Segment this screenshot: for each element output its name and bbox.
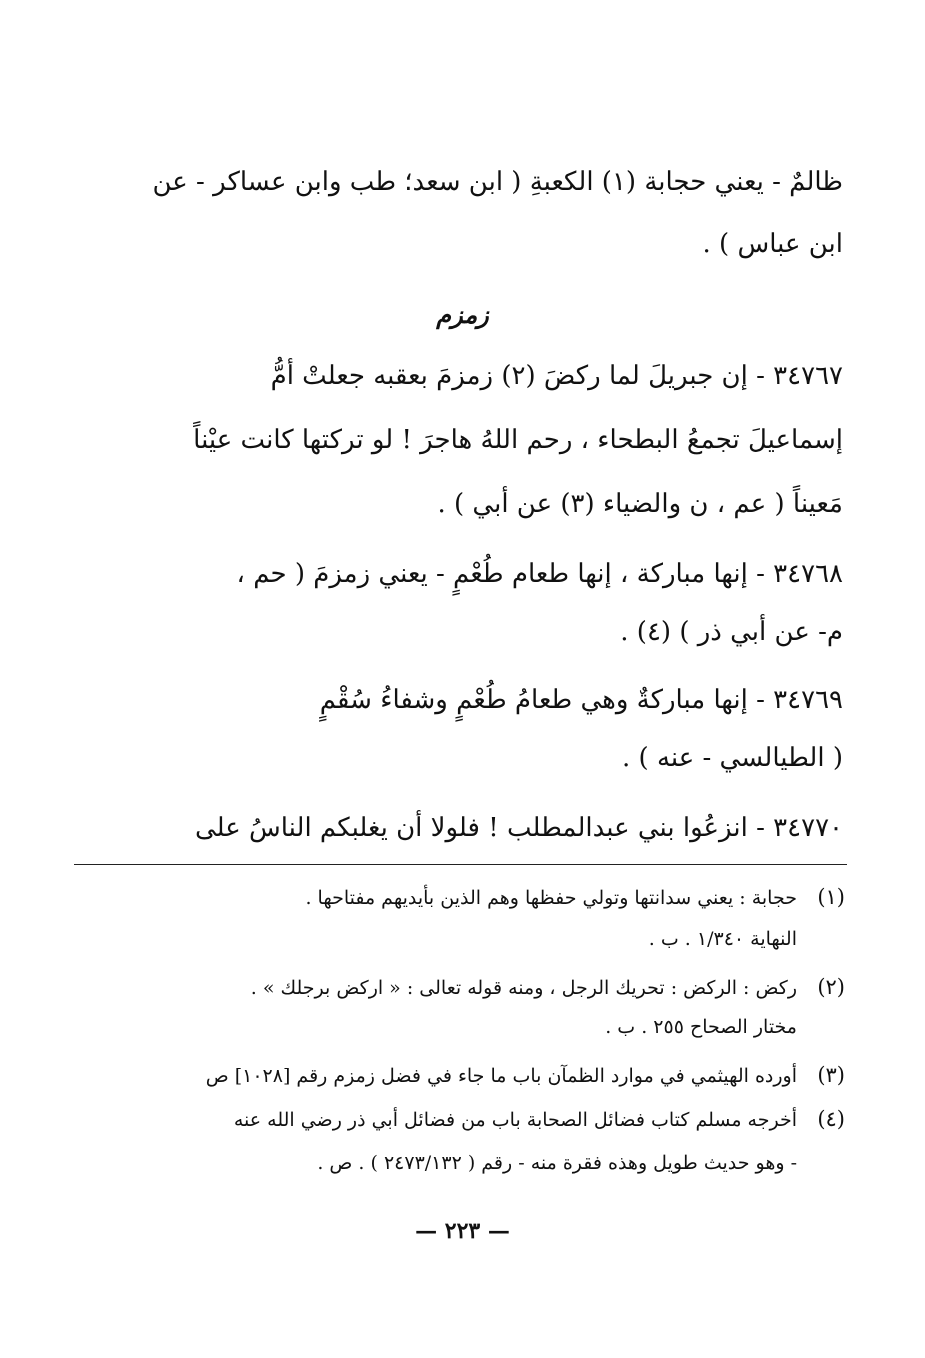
footnote-number: (١) [817,885,845,909]
footnote-2 [251,972,845,1003]
footnote-text: أخرجه مسلم كتاب فضائل الصحابة باب من فضائل أبي ذر رضي الله عنه [233,1109,797,1131]
hadith-34767-line: إسماعيلَ تجمعُ البطحاء ، رحم اللهُ هاجرَ ! لو تركتها كانت عيْناً [193,425,843,455]
hadith-34769-line: ( الطيالسي - عنه ) . [622,743,843,773]
text-line: ابن عباس ) . [702,229,843,259]
hadith-34768-line: م- عن أبي ذر ) (٤) . [620,617,843,647]
footnote-1-cont: النهاية ١/٣٤٠ . ب . [648,928,797,950]
section-title: زمزم [436,300,489,329]
hadith-34767-line: مَعيناً ( عم ، ن والضياء (٣) عن أبي ) . [437,489,843,519]
hadith-34768-line: ٣٤٧٦٨ - إنها مباركة ، إنها طعام طُعْمٍ - يعني زمزمَ ( حم ، [236,559,843,589]
footnote-3 [206,1060,845,1091]
footnote-2-cont: مختار الصحاح ٢٥٥ . ب . [605,1016,797,1038]
hadith-34770-line: ٣٤٧٧٠ - انزعُوا بني عبدالمطلب ! فلولا أن يغلبكم الناسُ على [194,813,843,843]
footnote-text: أورده الهيثمي في موارد الظمآن باب ما جاء في فضل زمزم رقم [١٠٢٨] ص [205,1065,797,1087]
footnote-number: (٢) [817,975,845,999]
footnote-4-cont: - وهو حديث طويل وهذه فقرة منه - رقم ( ٢٤٧٣/١٣٢ ) . ص . [317,1152,797,1174]
footnote-divider [74,864,847,865]
hadith-34769-line: ٣٤٧٦٩ - إنها مباركةٌ وهي طعامُ طُعْمٍ وشفاءُ سُقْمٍ [319,685,843,715]
page-number: — ٢٢٣ — [415,1218,510,1244]
footnote-text: ركض : الركض : تحريك الرجل ، ومنه قوله تعالى : « اركض برجلك » . [250,977,797,999]
footnote-1 [305,882,845,913]
footnote-4 [234,1104,845,1135]
footnote-text: حجابة : يعني سدانتها وتولي حفظها وهم الذين بأيديهم مفتاحها . [305,887,797,909]
hadith-34767-line: ٣٤٧٦٧ - إن جبريلَ لما ركضَ (٢) زمزمَ بعقبه جعلتْ أمُّ [270,361,843,391]
footnote-number: (٤) [817,1107,845,1131]
text-line: ظالمٌ - يعني حجابة (١) الكعبةِ ( ابن سعد؛ طب وابن عساكر - عن [152,167,843,197]
footnote-number: (٣) [817,1063,845,1087]
